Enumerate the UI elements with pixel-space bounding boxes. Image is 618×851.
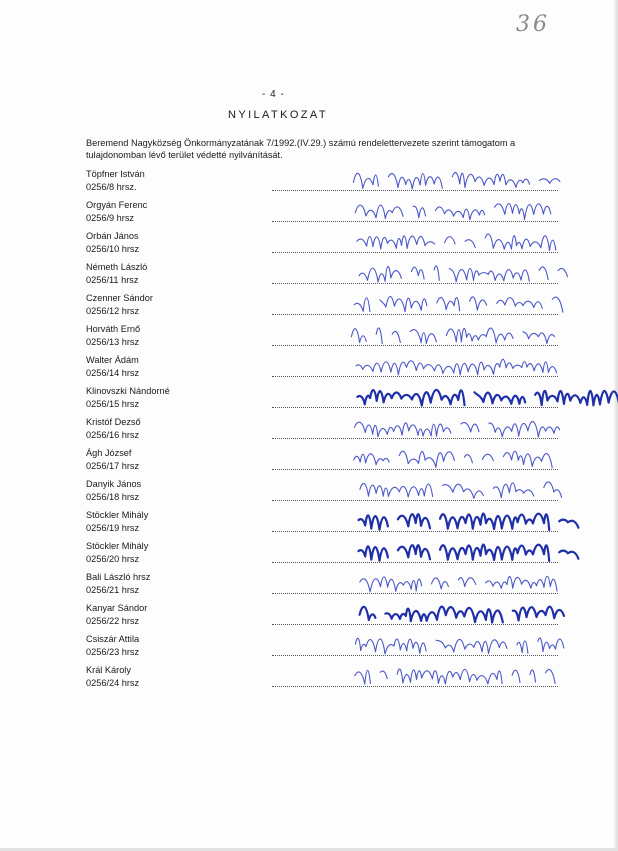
signer-name: Kristóf Dezső: [86, 417, 141, 427]
signer-name: Kanyar Sándor: [86, 603, 148, 613]
plot-number: 0256/24 hrsz: [86, 678, 140, 688]
plot-number: 0256/10 hrsz: [86, 244, 140, 254]
signature-stroke: [359, 266, 568, 282]
plot-number: 0256/22 hrsz: [86, 616, 140, 626]
handwritten-page-number: 36: [516, 12, 550, 37]
signature-stroke: [354, 297, 563, 313]
signer-name: Horváth Ernő: [86, 324, 141, 334]
handwritten-signature: [256, 380, 556, 410]
signature-stroke: [351, 328, 554, 344]
signature-stroke: [357, 390, 618, 406]
signature-stroke: [360, 607, 564, 623]
handwritten-signature: [256, 566, 556, 596]
handwritten-signature: [256, 628, 556, 658]
handwritten-signature: [256, 225, 556, 255]
plot-number: 0256/20 hrsz: [86, 554, 140, 564]
page-number: - 4 -: [262, 89, 285, 100]
handwritten-signature: [256, 411, 556, 441]
handwritten-signature: [256, 442, 556, 472]
handwritten-signature: [256, 256, 556, 286]
signer-name: Klinovszki Nándorné: [86, 386, 170, 396]
declaration-text: Beremend Nagyközség Önkormányzatának 7/1992.(IV.29.) számú rendelettervezete szerint támogatom a tulajdonomban lévő terület védetté nyilvánítását.: [86, 138, 516, 160]
handwritten-signature: [256, 597, 556, 627]
document-title: NYILATKOZAT: [228, 109, 328, 121]
page-edge-shadow: [614, 0, 618, 851]
signer-name: Stöckler Mihály: [86, 510, 149, 520]
signature-stroke: [360, 576, 557, 591]
signature-stroke: [355, 669, 555, 684]
plot-number: 0256/21 hrsz: [86, 585, 140, 595]
signer-name: Walter Ádám: [86, 355, 139, 365]
signer-name: Stöckler Mihály: [86, 541, 149, 551]
plot-number: 0256/11 hrsz: [86, 275, 139, 285]
plot-number: 0256/14 hrsz: [86, 368, 140, 378]
signature-stroke: [359, 514, 579, 530]
signature-stroke: [359, 545, 579, 561]
handwritten-signature: [256, 504, 556, 534]
signer-name: Orgyán Ferenc: [86, 200, 148, 210]
signer-list: [86, 167, 476, 694]
signer-name: Král Károly: [86, 665, 131, 675]
signature-stroke: [357, 234, 556, 250]
handwritten-signature: [256, 473, 556, 503]
signer-name: Czenner Sándor: [86, 293, 153, 303]
signer-name: Ágh József: [86, 448, 132, 458]
handwritten-signature: [256, 659, 556, 689]
handwritten-signature: [256, 349, 556, 379]
plot-number: 0256/12 hrsz: [86, 306, 140, 316]
signature-stroke: [353, 172, 560, 189]
plot-number: 0256/13 hrsz: [86, 337, 140, 347]
signature-stroke: [360, 482, 572, 498]
signature-stroke: [354, 421, 559, 437]
handwritten-signature: [256, 163, 556, 193]
plot-number: 0256/17 hrsz: [86, 461, 140, 471]
signer-name: Bali László hrsz: [86, 572, 151, 582]
signer-name: Orbán János: [86, 231, 139, 241]
plot-number: 0256/19 hrsz: [86, 523, 140, 533]
signature-stroke: [356, 638, 564, 654]
signature-stroke: [355, 204, 561, 220]
signature-stroke: [354, 451, 553, 467]
plot-number: 0256/15 hrsz: [86, 399, 140, 409]
plot-number: 0256/18 hrsz: [86, 492, 140, 502]
handwritten-signature: [256, 535, 556, 565]
signature-stroke: [356, 359, 566, 375]
plot-number: 0256/16 hrsz: [86, 430, 140, 440]
signer-row: [86, 663, 476, 694]
signer-name: Németh László: [86, 262, 148, 272]
plot-number: 0256/9 hrsz: [86, 213, 135, 223]
signer-name: Töpfner István: [86, 169, 145, 179]
signer-name: Csiszár Attila: [86, 634, 140, 644]
handwritten-signature: [256, 318, 556, 348]
handwritten-signature: [256, 287, 556, 317]
plot-number: 0256/23 hrsz: [86, 647, 140, 657]
signer-name: Danyik János: [86, 479, 142, 489]
plot-number: 0256/8 hrsz.: [86, 182, 137, 192]
handwritten-signature: [256, 194, 556, 224]
